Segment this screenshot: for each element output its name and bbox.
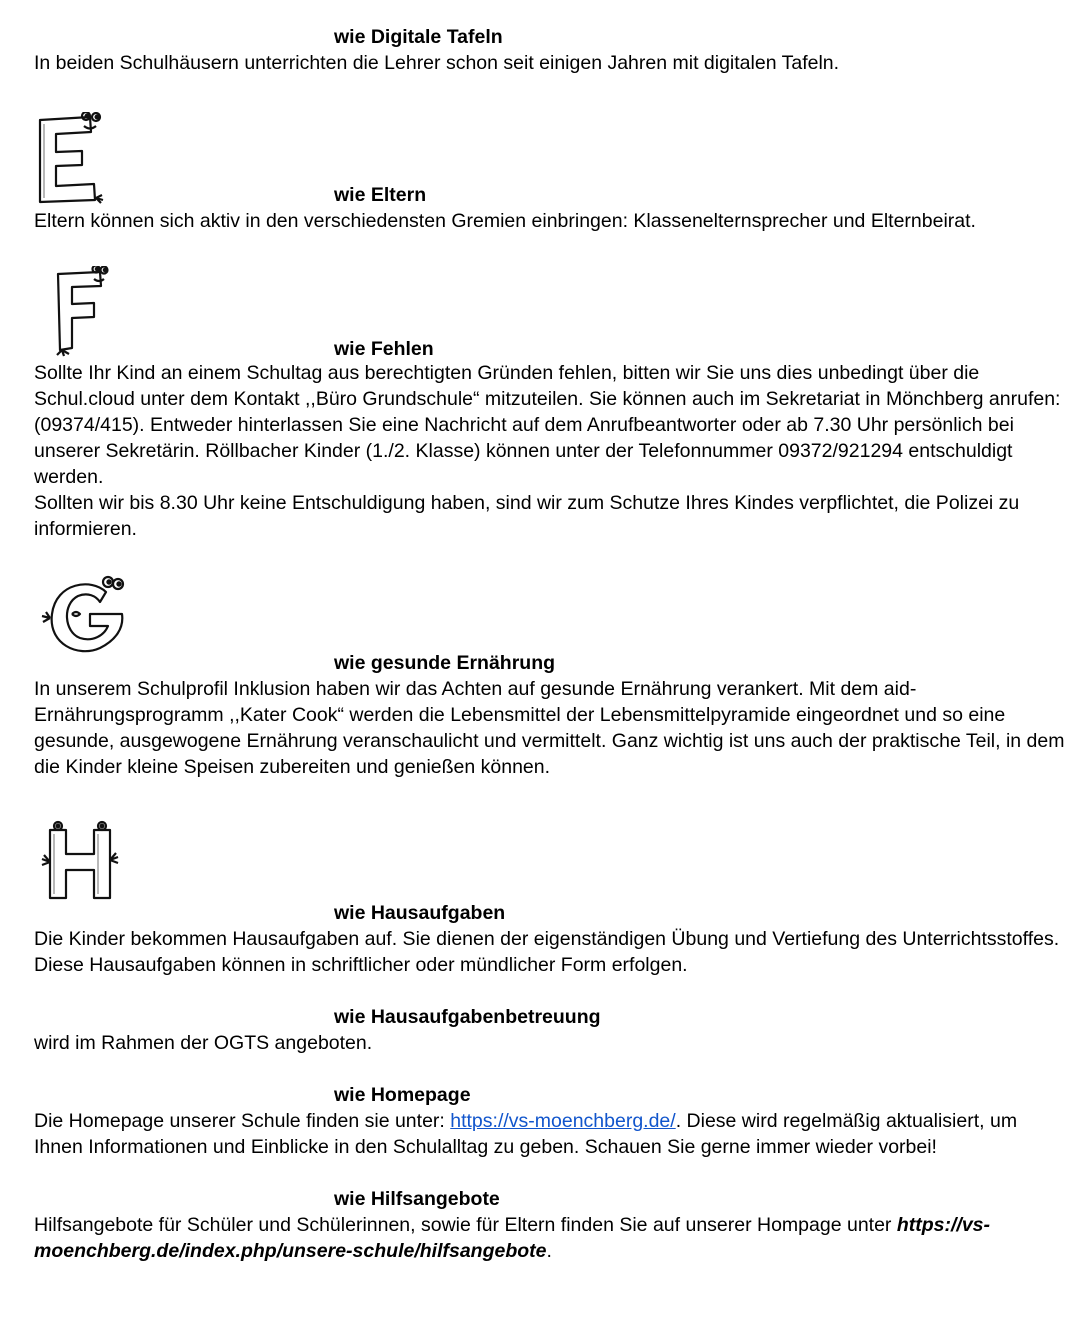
text-betreuung: wird im Rahmen der OGTS angeboten. [34, 1032, 373, 1054]
letter-h-block [34, 816, 1069, 926]
letter-f-cartoon-icon [50, 266, 114, 358]
letter-g-block [34, 574, 1069, 676]
text-fehlen-2: Sollten wir bis 8.30 Uhr keine Entschuldigung haben, sind wir zum Schutze Ihres Kindes verpflichtet, die Polizei zu informieren. [34, 492, 1020, 540]
text-ernaehrung: In unserem Schulprofil Inklusion haben wir das Achten auf gesunde Ernährung verankert. Mit dem aid-Ernährungsprogramm ,,Kater Cook“ werden die Lebensmittel der Lebensmittelpyramide eingeordnet und so eine gesunde, ausgewogene Ernährung veranschaulicht und vermittelt. Ganz wichtig ist uns auch der praktische Teil, in dem die Kinder kleine Speisen zubereiten und genießen können. [34, 678, 1065, 778]
letter-f-block [34, 266, 1069, 360]
heading-ernaehrung: wie gesunde Ernährung [334, 652, 556, 674]
heading-hausaufgaben: wie Hausaufgaben [334, 902, 506, 924]
text-hilfsangebote [34, 1212, 1069, 1264]
text-homepage [34, 1108, 1069, 1160]
letter-e-cartoon-icon [34, 112, 114, 208]
hilfsangebote-url: https://vs-moenchberg.de/index.php/unsere-schule/hilfsangebote [34, 1214, 991, 1262]
hilfsangebote-text-after: . [546, 1240, 552, 1262]
text-eltern: Eltern können sich aktiv in den verschiedensten Gremien einbringen: Klassenelternsprecher und Elternbeirat. [34, 210, 976, 232]
document-page [34, 24, 1069, 1264]
homepage-link[interactable]: https://vs-moenchberg.de/ [450, 1110, 676, 1132]
heading-eltern: wie Eltern [334, 184, 427, 206]
homepage-text-after: . Diese wird regelmäßig aktualisiert, um Ihnen Informationen und Einblicke in den Schulalltag zu geben. Schauen Sie gerne immer wieder vorbei! [34, 1110, 1018, 1158]
letter-h-cartoon-icon [36, 820, 132, 904]
heading-hilfsangebote: wie Hilfsangebote [334, 1188, 500, 1210]
text-hausaufgaben: Die Kinder bekommen Hausaufgaben auf. Sie dienen der eigenständigen Übung und Vertiefung des Unterrichtsstoffes. Diese Hausaufgaben können in schriftlicher oder mündlicher Form erfolgen. [34, 928, 1060, 976]
letter-e-block [34, 112, 1069, 208]
heading-betreuung: wie Hausaufgabenbetreuung [334, 1006, 601, 1028]
heading-digitale-tafeln: wie Digitale Tafeln [334, 26, 503, 48]
heading-homepage: wie Homepage [334, 1084, 471, 1106]
text-fehlen-1: Sollte Ihr Kind an einem Schultag aus berechtigten Gründen fehlen, bitten wir Sie uns dies unbedingt über die Schul.cloud unter dem Kontakt ,,Büro Grundschule“ mitzuteilen. Sie können auch im Sekretariat in Mönchberg anrufen: (09374/415). Entweder hinterlassen Sie eine Nachricht auf dem Anrufbeantworter oder ab 7.30 Uhr persönlich bei unserer Sekretärin. Röllbacher Kinder (1./2. Klasse) können unter der Telefonnummer 09372/921294 entschuldigt werden. [34, 362, 1061, 488]
hilfsangebote-text-before: Hilfsangebote für Schüler und Schülerinnen, sowie für Eltern finden Sie auf unserer Hompage unter [34, 1214, 897, 1236]
heading-fehlen: wie Fehlen [334, 338, 434, 360]
letter-g-cartoon-icon [34, 574, 130, 662]
text-digitale-tafeln: In beiden Schulhäusern unterrichten die Lehrer schon seit einigen Jahren mit digitalen Tafeln. [34, 52, 840, 74]
homepage-text-before: Die Homepage unserer Schule finden sie unter: [34, 1110, 451, 1132]
